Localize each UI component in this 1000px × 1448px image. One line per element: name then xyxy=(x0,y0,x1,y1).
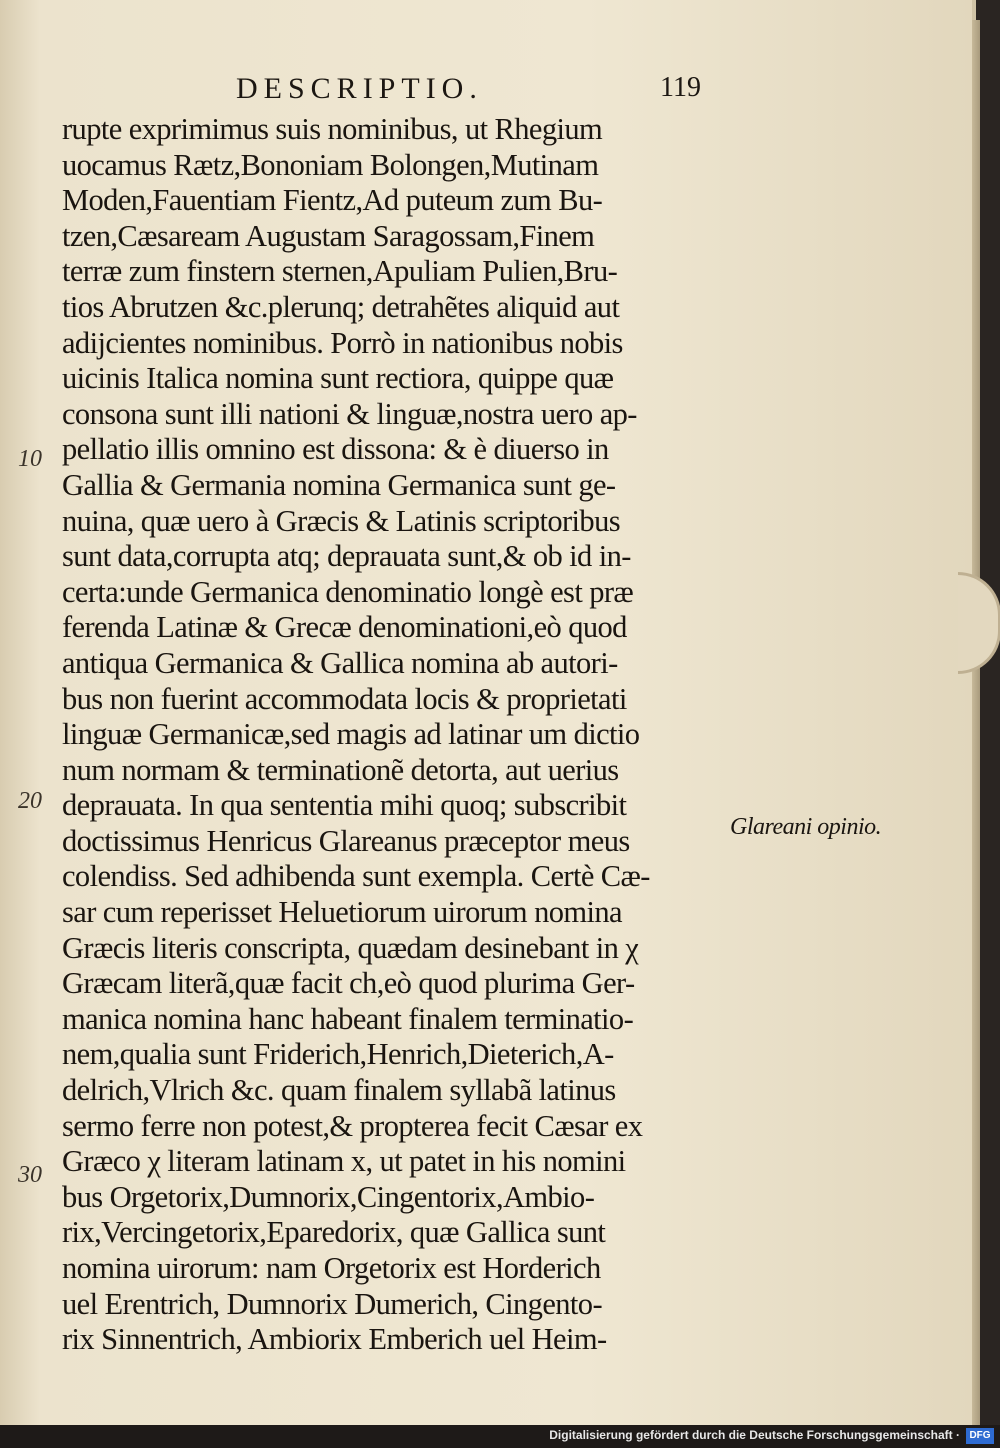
text-line: linguæ Germanicæ,sed magis ad latinar um dictio xyxy=(62,717,640,752)
text-line: Græco χ literam latinam x, ut patet in his nomini xyxy=(62,1144,626,1179)
footer-credit: Digitalisierung gefördert durch die Deutsche Forschungsgemeinschaft · xyxy=(549,1428,960,1442)
text-line: Moden,Fauentiam Fientz,Ad puteum zum Bu- xyxy=(62,183,603,218)
text-line: rupte exprimimus suis nominibus, ut Rhegium xyxy=(62,112,603,146)
text-line: sunt data,corrupta atq; deprauata sunt,& ob id in- xyxy=(62,539,631,574)
text-line: colendiss. Sed adhibenda sunt exempla. Certè Cæ- xyxy=(62,859,650,894)
text-line: Græcam literã,quæ facit ch,eò quod plurima Ger- xyxy=(62,966,635,1001)
text-line: adijcientes nominibus. Porrò in nationibus nobis xyxy=(62,325,623,360)
text-line: tzen,Cæsaream Augustam Saragossam,Finem xyxy=(62,218,595,253)
text-line: tios Abrutzen &c.plerunq; detrahẽtes aliquid aut xyxy=(62,289,620,324)
text-line: antiqua Germanica & Gallica nomina ab autori- xyxy=(62,645,618,680)
text-line: nem,qualia sunt Friderich,Henrich,Dieterich,A- xyxy=(62,1037,614,1072)
line-number-30: 30 xyxy=(18,1162,42,1188)
line-number-10: 10 xyxy=(18,446,42,472)
page-tab xyxy=(958,572,1000,674)
text-line: sar cum reperisset Heluetiorum uirorum nomina xyxy=(62,895,622,930)
margin-note: Glareani opinio. xyxy=(730,814,882,840)
body-text xyxy=(62,112,722,1358)
text-line: ferenda Latinæ & Grecæ denominationi,eò quod xyxy=(62,610,627,645)
text-line: bus Orgetorix,Dumnorix,Cingentorix,Ambio- xyxy=(62,1179,595,1214)
text-line: bus non fuerint accommodata locis & proprietati xyxy=(62,681,627,716)
text-line: num normam & terminationẽ detorta, aut uerius xyxy=(62,752,619,787)
text-line: uel Erentrich, Dumnorix Dumerich, Cingento- xyxy=(62,1286,602,1321)
text-line: sermo ferre non potest,& propterea fecit Cæsar ex xyxy=(62,1108,643,1143)
text-line: Gallia & Germania nomina Germanica sunt ge- xyxy=(62,467,616,502)
text-line: deprauata. In qua sententia mihi quoq; subscribit xyxy=(62,788,627,823)
text-line: rix Sinnentrich, Ambiorix Emberich uel Heim- xyxy=(62,1322,607,1357)
text-line: uocamus Rætz,Bononiam Bolongen,Mutinam xyxy=(62,147,599,182)
running-head: DESCRIPTIO. xyxy=(236,72,483,105)
text-line: nomina uirorum: nam Orgetorix est Horderich xyxy=(62,1251,601,1285)
text-line: uicinis Italica nomina sunt rectiora, quippe quæ xyxy=(62,361,614,396)
page-number: 119 xyxy=(660,72,701,103)
text-line: manica nomina hanc habeant finalem terminatio- xyxy=(62,1001,634,1036)
line-number-20: 20 xyxy=(18,788,42,814)
text-line: certa:unde Germanica denominatio longè est præ xyxy=(62,574,634,609)
page-edge xyxy=(972,20,980,1425)
text-line: rix,Vercingetorix,Eparedorix, quæ Gallica sunt xyxy=(62,1215,606,1250)
text-line: pellatio illis omnino est dissona: & è diuerso in xyxy=(62,432,609,467)
text-line: terræ zum finstern sternen,Apuliam Pulien,Bru- xyxy=(62,254,618,289)
text-line: consona sunt illi nationi & linguæ,nostra uero ap- xyxy=(62,396,637,431)
text-line: Græcis literis conscripta, quædam desinebant in χ xyxy=(62,930,639,965)
text-line: nuina, quæ uero à Græcis & Latinis scriptoribus xyxy=(62,503,620,538)
dfg-logo-icon: DFG xyxy=(966,1428,994,1444)
footer-bar xyxy=(0,1425,1000,1448)
text-line: delrich,Vlrich &c. quam finalem syllabã latinus xyxy=(62,1073,616,1108)
text-line: doctissimus Henricus Glareanus præceptor meus xyxy=(62,823,630,858)
